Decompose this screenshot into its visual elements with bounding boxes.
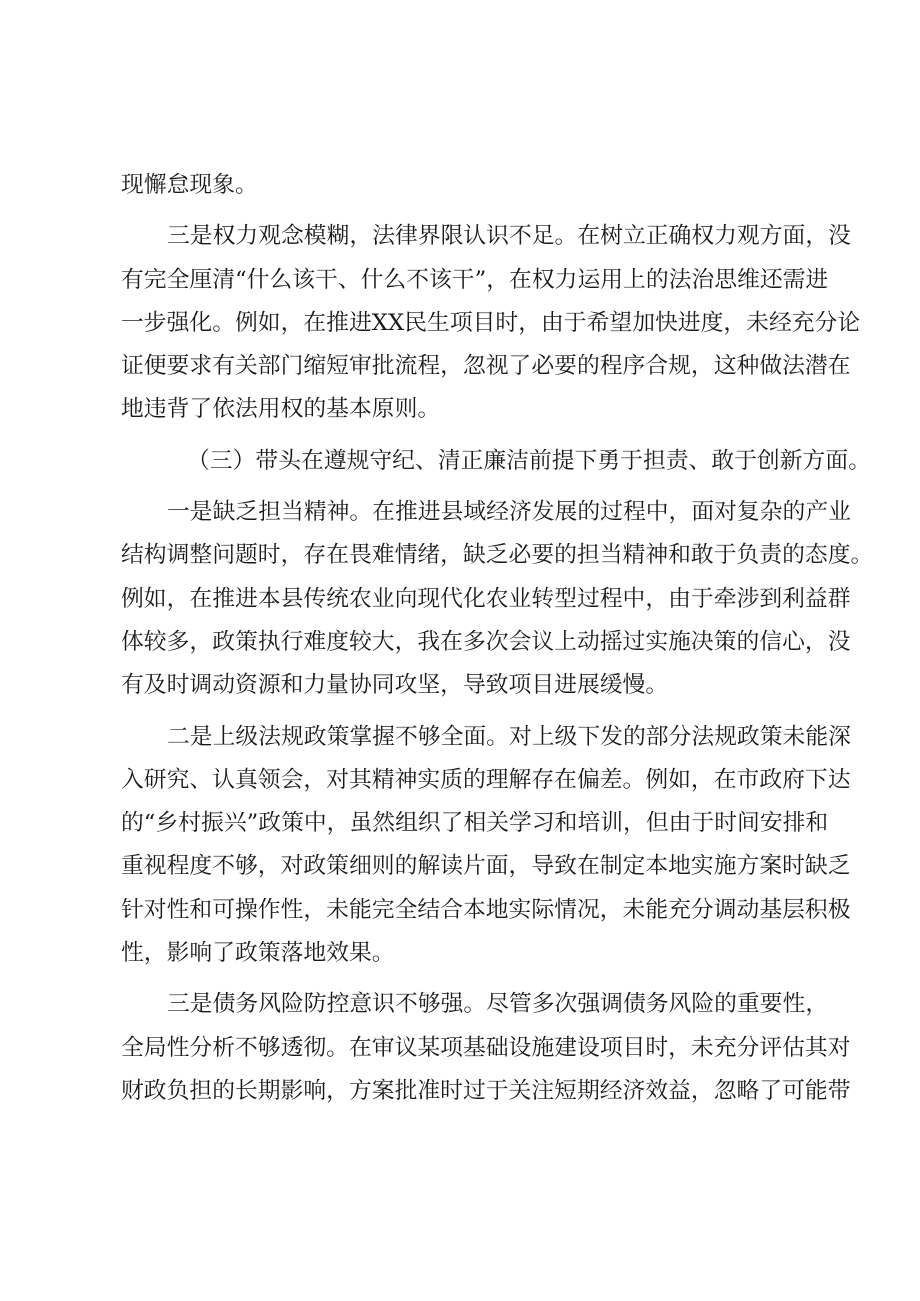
paragraph-line: 体较多，政策执行难度较大，我在多次会议上动摇过实施决策的信心，没 [121,628,851,655]
paragraph-line: 入研究、认真领会，对其精神实质的理解存在偏差。例如，在市政府下达 [121,766,851,793]
paragraph-line: 针对性和可操作性，未能完全结合本地实际情况，未能充分调动基层积极 [121,896,851,923]
paragraph-line: 一步强化。例如，在推进XX民生项目时，由于希望加快进度，未经充分论 [121,309,861,336]
paragraph-line: 全局性分析不够透彻。在审议某项基础设施建设项目时，未充分评估其对 [121,1034,851,1061]
paragraph-line: 现懈怠现象。 [121,172,258,198]
paragraph-line: 三是债务风险防控意识不够强。尽管多次强调债务风险的重要性， [167,991,829,1018]
paragraph-line: 重视程度不够，对政策细则的解读片面，导致在制定本地实施方案时缺乏 [121,853,851,880]
paragraph-line: 一是缺乏担当精神。在推进县域经济发展的过程中，面对复杂的产业 [167,499,851,526]
paragraph-gap [121,207,809,215]
paragraph-gap [121,483,809,491]
paragraph-line: 有及时调动资源和力量协同攻坚，导致项目进展缓慢。 [121,672,669,699]
paragraph-gap [121,975,809,983]
paragraph-line: 性，影响了政策落地效果。 [121,940,395,967]
paragraph-line: 三是权力观念模糊，法律界限认识不足。在树立正确权力观方面，没 [167,223,851,250]
section-heading: （三）带头在遵规守纪、清正廉洁前提下勇于担责、敢于创新方面。 [187,447,871,474]
paragraph-line: 地违背了依法用权的基本原则。 [121,396,441,423]
paragraph-line: 例如，在推进本县传统农业向现代化农业转型过程中，由于牵涉到利益群 [121,585,851,612]
paragraph-line: 财政负担的长期影响，方案批准时过于关注短期经济效益，忽略了可能带 [121,1077,851,1104]
paragraph-line: 的“乡村振兴”政策中，虽然组织了相关学习和培训，但由于时间安排和 [121,810,829,837]
paragraph-line: 证便要求有关部门缩短审批流程，忽视了必要的程序合规，这种做法潜在 [121,353,851,380]
paragraph-gap [121,708,809,716]
paragraph-gap [121,432,809,440]
paragraph-line: 二是上级法规政策掌握不够全面。对上级下发的部分法规政策未能深 [167,723,851,750]
paragraph-line: 结构调整问题时，存在畏难情绪，缺乏必要的担当精神和敢于负责的态度。 [121,542,874,569]
document-body [121,164,874,1113]
paragraph-line: 有完全厘清“什么该干、什么不该干”，在权力运用上的法治思维还需进 [121,266,829,293]
